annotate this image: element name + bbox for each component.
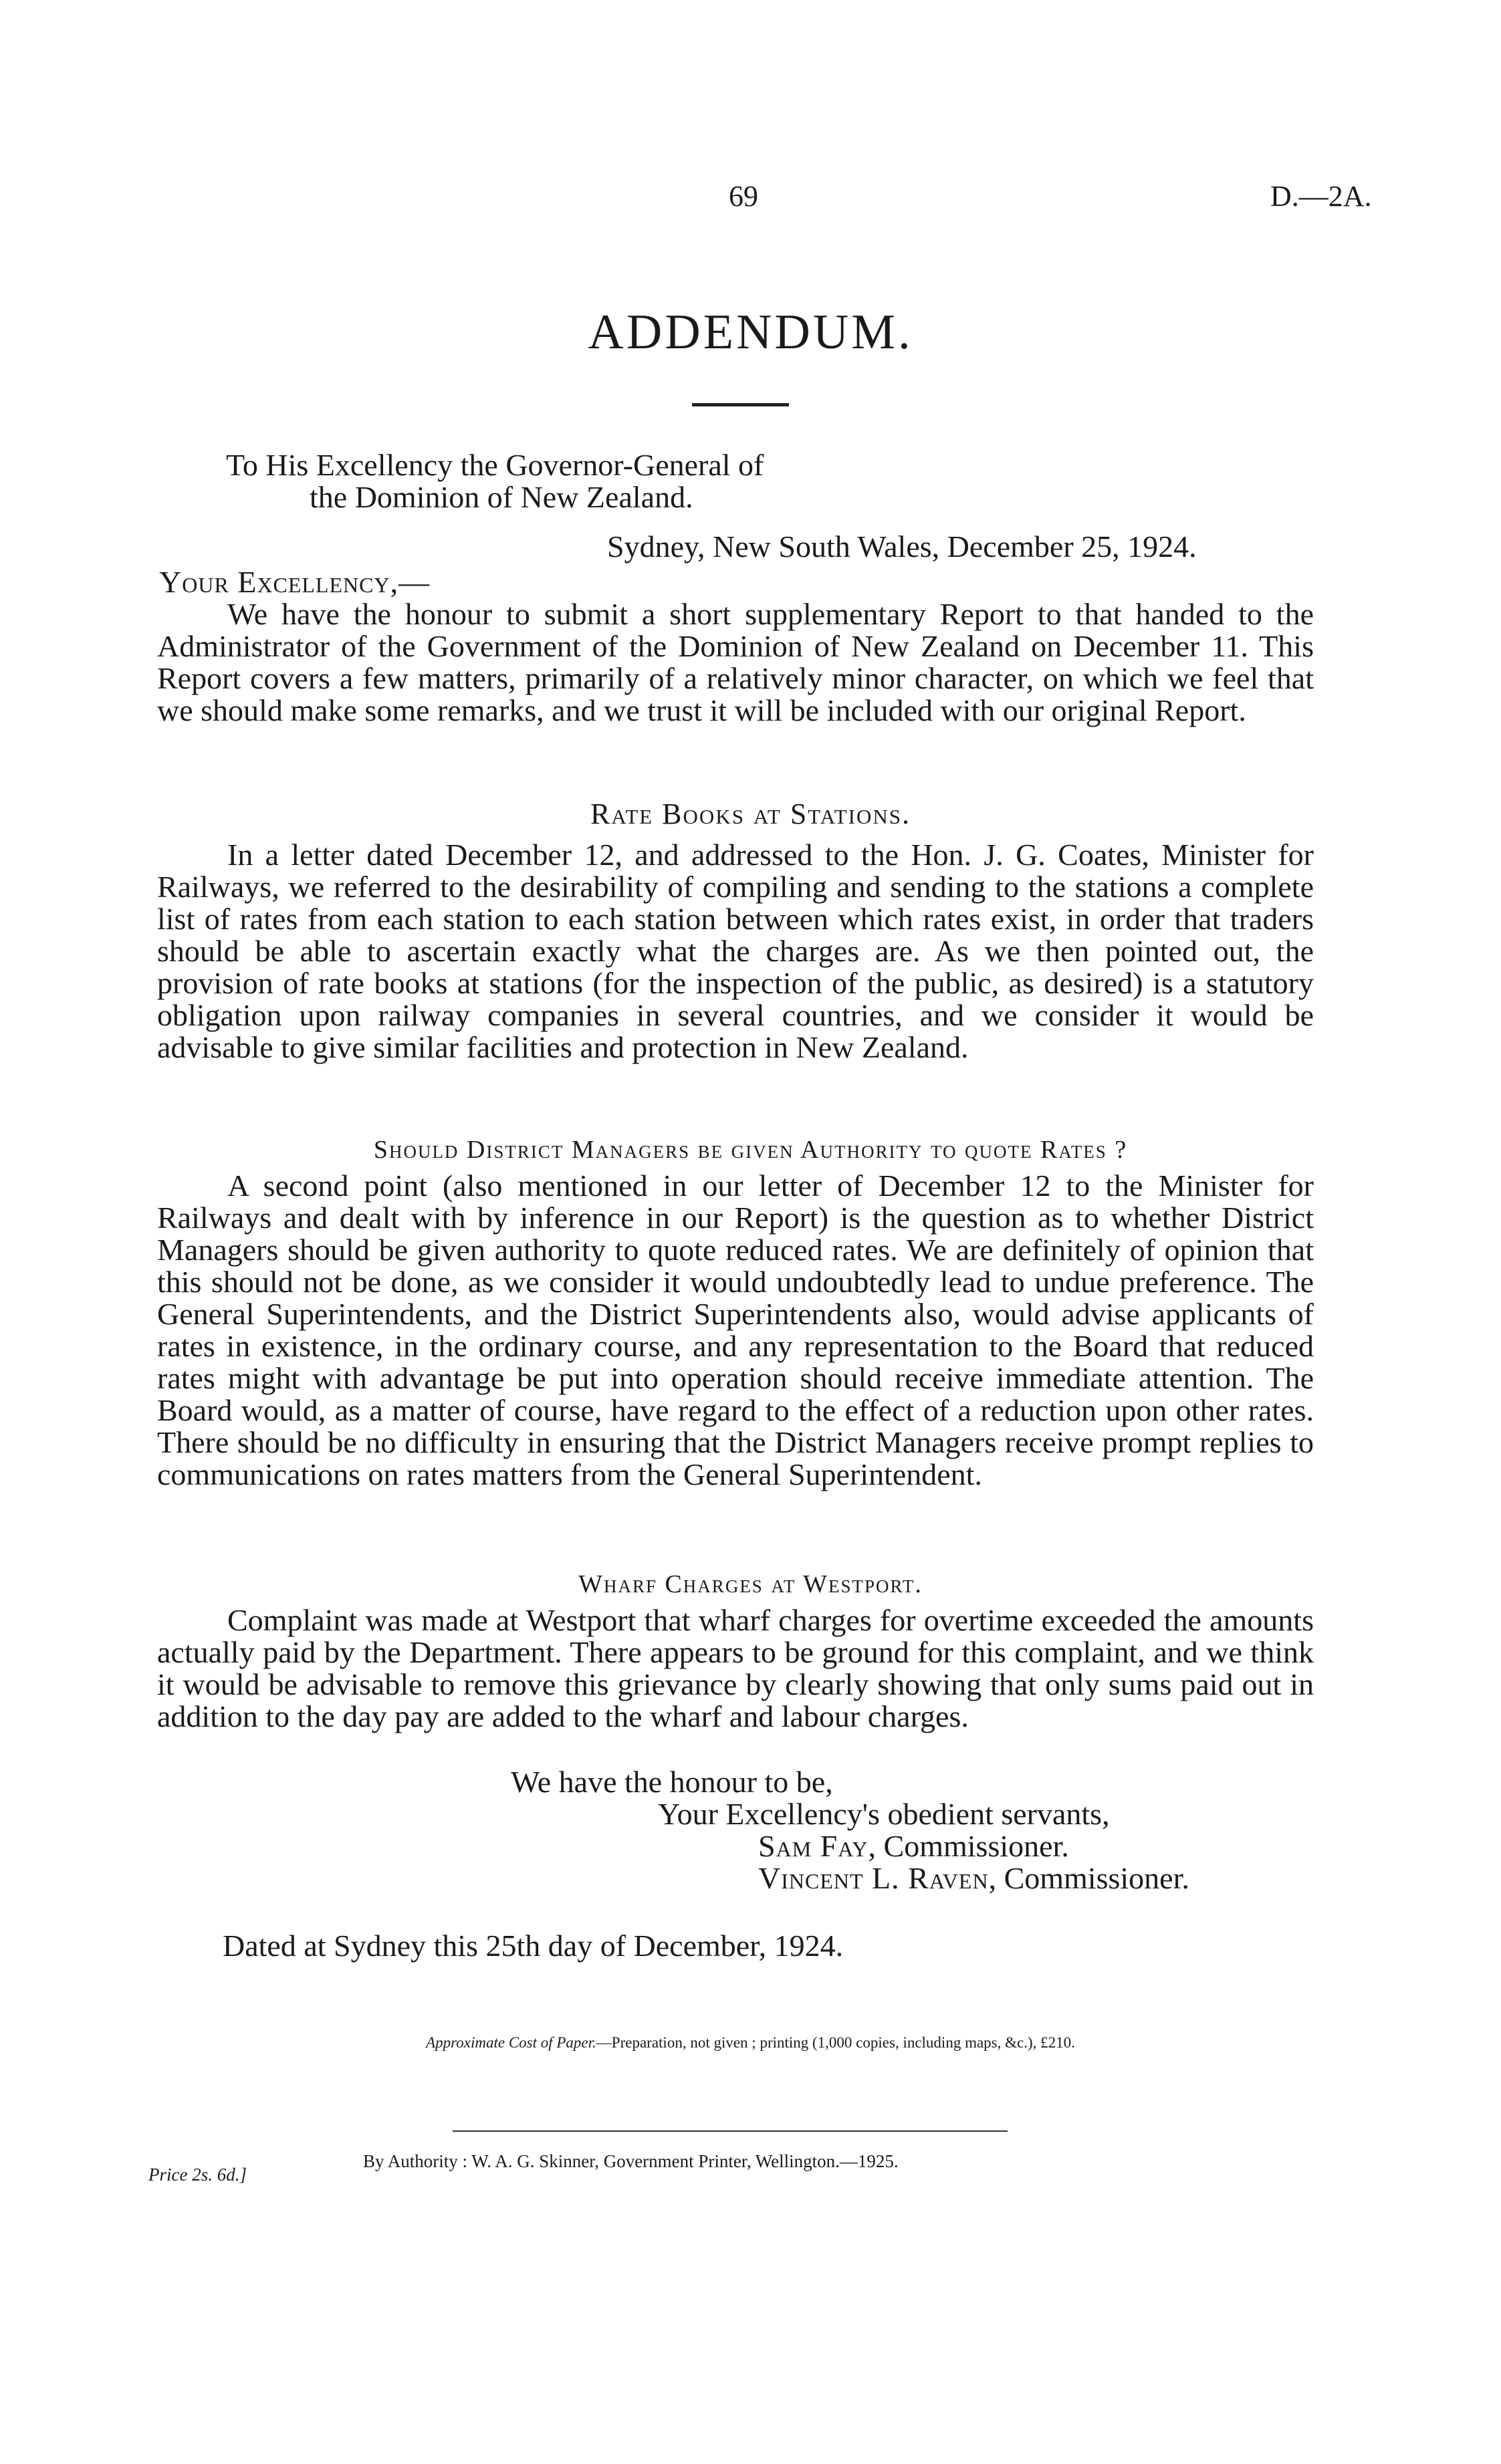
cost-of-paper-note (0, 2034, 1501, 2052)
page-number: 69 (729, 180, 758, 213)
title-rule (692, 403, 789, 406)
signer-1-title: , Commissioner. (868, 1829, 1069, 1863)
dateline: Sydney, New South Wales, December 25, 1924. (607, 529, 1197, 564)
salutation: Your Excellency,— (159, 565, 431, 599)
closing-line-2: Your Excellency's obedient servants, (658, 1797, 1110, 1831)
dated-line: Dated at Sydney this 25th day of December, 1924. (223, 1929, 844, 1963)
signer-1-name: Sam Fay (758, 1829, 869, 1863)
price-note: Price 2s. 6d.] (148, 2165, 247, 2185)
intro-paragraph (157, 598, 1314, 727)
cost-text: —Preparation, not given ; printing (1,000 copies, including maps, &c.), £210. (596, 2034, 1075, 2051)
signer-1 (511, 1830, 1313, 1862)
section-heading-district-managers: Should District Managers be given Authority to quote Rates ? (373, 1136, 1128, 1164)
signer-2-name: Vincent L. Raven (758, 1861, 989, 1895)
page-title: ADDENDUM. (588, 305, 913, 360)
signer-2 (511, 1862, 1313, 1894)
addressee-block (226, 449, 764, 513)
section-text-wharf-charges: Complaint was made at Westport that wharf charges for overtime exceeded the amounts actually paid by the Department. There appears to be ground for this complaint, and we think it would be advisable to remove this grievance by clearly showing that only sums paid out in addition to the day pay are added to the wharf and labour charges. (157, 1603, 1314, 1733)
section-text-district-managers: A second point (also mentioned in our letter of December 12 to the Minister for Railways and dealt with by inference in our Report) is the question as to whether District Managers should be given authority to quote reduced rates. We are definitely of opinion that this should not be done, as we consider it would undoubtedly lead to undue preference. The General Superintendents, and the District Superintendents also, would advise applicants of rates in existence, in the ordinary course, and any representation to the Board that reduced rates might with advantage be put into operation should receive immediate attention. The Board would, as a matter of course, have regard to the effect of a reduction upon other rates. There should be no difficulty in ensuring that the District Managers receive prompt replies to communications on rates matters from the General Superintendent. (157, 1168, 1314, 1491)
section-paragraph-wharf-charges (157, 1604, 1314, 1733)
intro-paragraph-text: We have the honour to submit a short supplementary Report to that handed to the Administrator of the Government of the Dominion of New Zealand on December 11. This Report covers a few matters, primarily of a relatively minor character, on which we feel that we should make some remarks, and we trust it will be included with our original Report. (157, 597, 1314, 727)
closing-line-1: We have the honour to be, (511, 1765, 833, 1799)
section-paragraph-district-managers (157, 1170, 1314, 1491)
signature-block (511, 1766, 1313, 1894)
footer-rule (453, 2130, 1008, 2132)
addressee-line-2: the Dominion of New Zealand. (310, 480, 693, 514)
addressee-line-1: To His Excellency the Governor-General of (226, 448, 764, 482)
section-text-rate-books: In a letter dated December 12, and addressed to the Hon. J. G. Coates, Minister for Railways, we referred to the desirability of compiling and sending to the stations a complete list of rates from each station to each station between which rates exist, in order that traders should be able to ascertain exactly what the charges are. As we then pointed out, the provision of rate books at stations (for the inspection of the public, as desired) is a statutory obligation upon railway companies in several countries, and we consider it would be advisable to give similar facilities and protection in New Zealand. (157, 838, 1314, 1064)
document-reference: D.—2A. (1270, 180, 1372, 213)
cost-label: Approximate Cost of Paper. (426, 2034, 596, 2051)
section-heading-wharf-charges: Wharf Charges at Westport. (578, 1570, 923, 1598)
printer-authority: By Authority : W. A. G. Skinner, Government Printer, Wellington.—1925. (363, 2151, 899, 2171)
signer-2-title: , Commissioner. (988, 1861, 1189, 1895)
section-heading-rate-books: Rate Books at Stations. (590, 797, 911, 830)
section-paragraph-rate-books (157, 839, 1314, 1064)
